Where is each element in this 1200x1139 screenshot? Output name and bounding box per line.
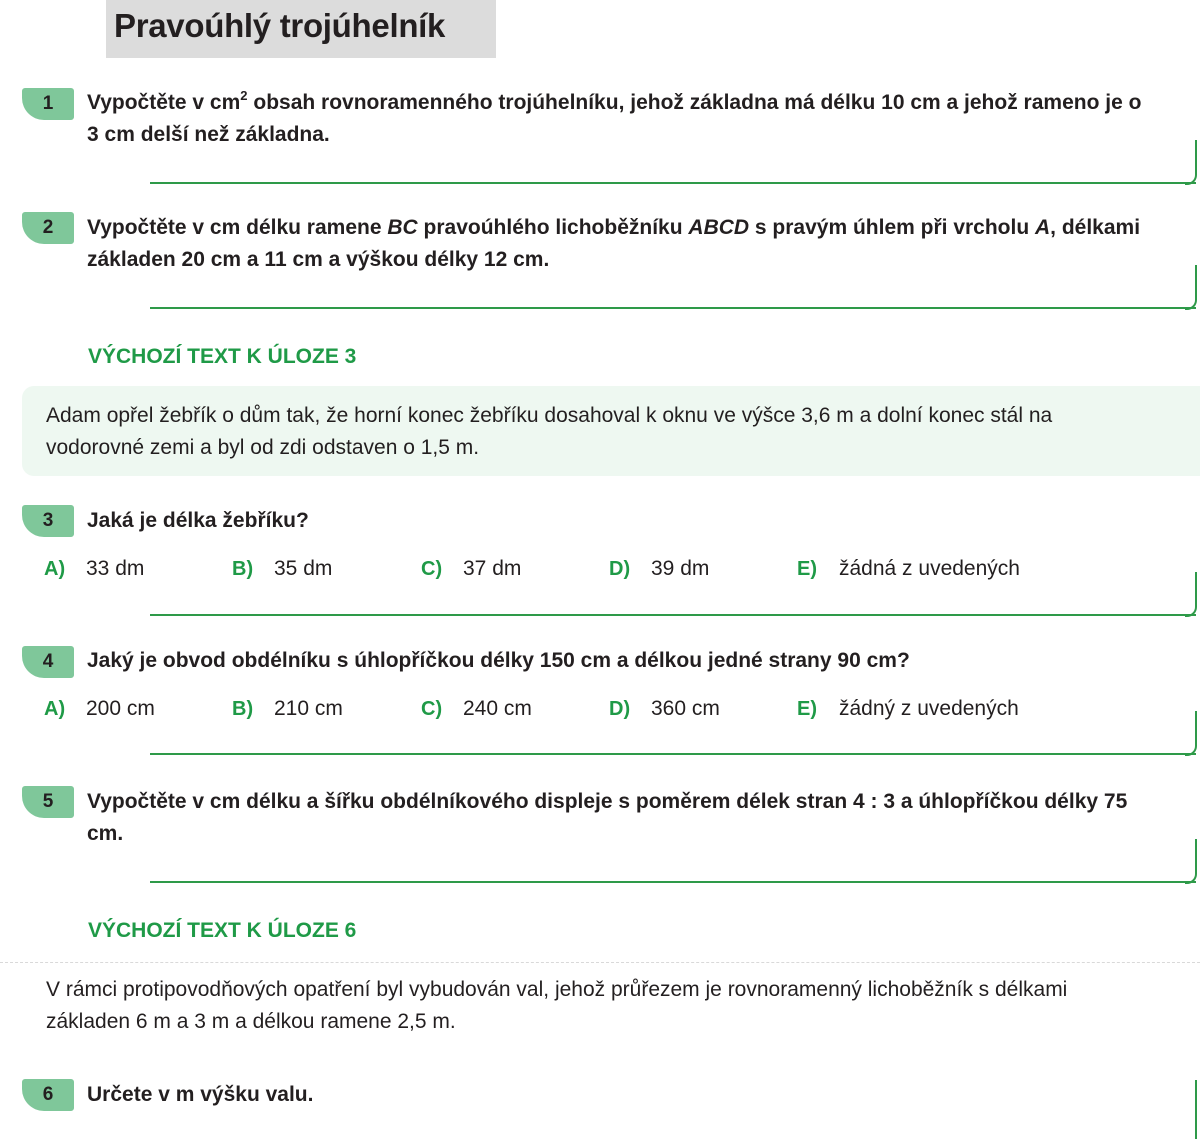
question-number-2: 2 (22, 212, 74, 244)
question-3-options (44, 553, 1154, 585)
source-heading-6: VÝCHOZÍ TEXT K ÚLOZE 6 (88, 919, 357, 942)
answer-line-hook-5 (1185, 839, 1197, 884)
answer-line-1[interactable] (150, 182, 1196, 184)
option-3-e[interactable]: E) žádná z uvedených (797, 557, 1020, 580)
question-6-text: Určete v m výšku valu. (87, 1083, 314, 1106)
page-title: Pravoúhlý trojúhelník (114, 7, 446, 44)
option-3-c[interactable]: C) 37 dm (421, 557, 522, 580)
question-4-options (44, 693, 1154, 725)
question-3-text: Jaká je délka žebříku? (87, 509, 309, 532)
option-4-a[interactable]: A) 200 cm (44, 697, 155, 720)
section-divider (0, 962, 1200, 963)
source-heading-3: VÝCHOZÍ TEXT K ÚLOZE 3 (88, 345, 357, 368)
question-5-text: Vypočtěte v cm délku a šířku obdélníkového displeje s poměrem délek stran 4 : 3 a úhlopříčkou délky 75 cm. (87, 790, 1128, 845)
option-4-e[interactable]: E) žádný z uvedených (797, 697, 1019, 720)
question-number-5: 5 (22, 786, 74, 818)
question-number-6: 6 (22, 1079, 74, 1111)
question-1-text: Vypočtěte v $cm^2$ obsah rovnoramenného trojúhelníku, jehož základna má délku 10 cm a jehož rameno je o 3 cm delší než základna. (87, 88, 1142, 146)
question-number-3: 3 (22, 505, 74, 537)
answer-line-hook-1 (1185, 140, 1197, 185)
question-number-4: 4 (22, 646, 74, 678)
question-number-1: 1 (22, 88, 74, 120)
answer-line-5[interactable] (150, 881, 1196, 883)
question-2-text: Vypočtěte v cm délku ramene BC pravoúhlého lichoběžníku ABCD s pravým úhlem při vrcholu A, délkami základen 20 cm a 11 cm a výškou délky 12 cm. (87, 216, 1141, 271)
option-3-d[interactable]: D) 39 dm (609, 557, 710, 580)
answer-line-hook-3 (1185, 572, 1197, 617)
option-4-d[interactable]: D) 360 cm (609, 697, 720, 720)
answer-line-4 (150, 753, 1196, 755)
question-4-text: Jaký je obvod obdélníku s úhlopříčkou délky 150 cm a délkou jedné strany 90 cm? (87, 649, 910, 672)
option-4-b[interactable]: B) 210 cm (232, 697, 343, 720)
option-3-b[interactable]: B) 35 dm (232, 557, 333, 580)
answer-line-hook-2 (1185, 265, 1197, 310)
option-4-c[interactable]: C) 240 cm (421, 697, 532, 720)
answer-line-hook-6 (1185, 1080, 1197, 1139)
source-text-6: V rámci protipovodňových opatření byl vybudován val, jehož průřezem je rovnoramenný lichoběžník s délkami základen 6 m a 3 m a délkou ramene 2,5 m. (46, 978, 1068, 1033)
option-3-a[interactable]: A) 33 dm (44, 557, 145, 580)
answer-line-2[interactable] (150, 307, 1196, 309)
answer-line-hook-4 (1185, 711, 1197, 756)
source-text-3: Adam opřel žebřík o dům tak, že horní konec žebříku dosahoval k oknu ve výšce 3,6 m a dolní konec stál na vodorovné zemi a byl od zdi odstaven o 1,5 m. (46, 404, 1053, 459)
answer-line-3 (150, 614, 1196, 616)
